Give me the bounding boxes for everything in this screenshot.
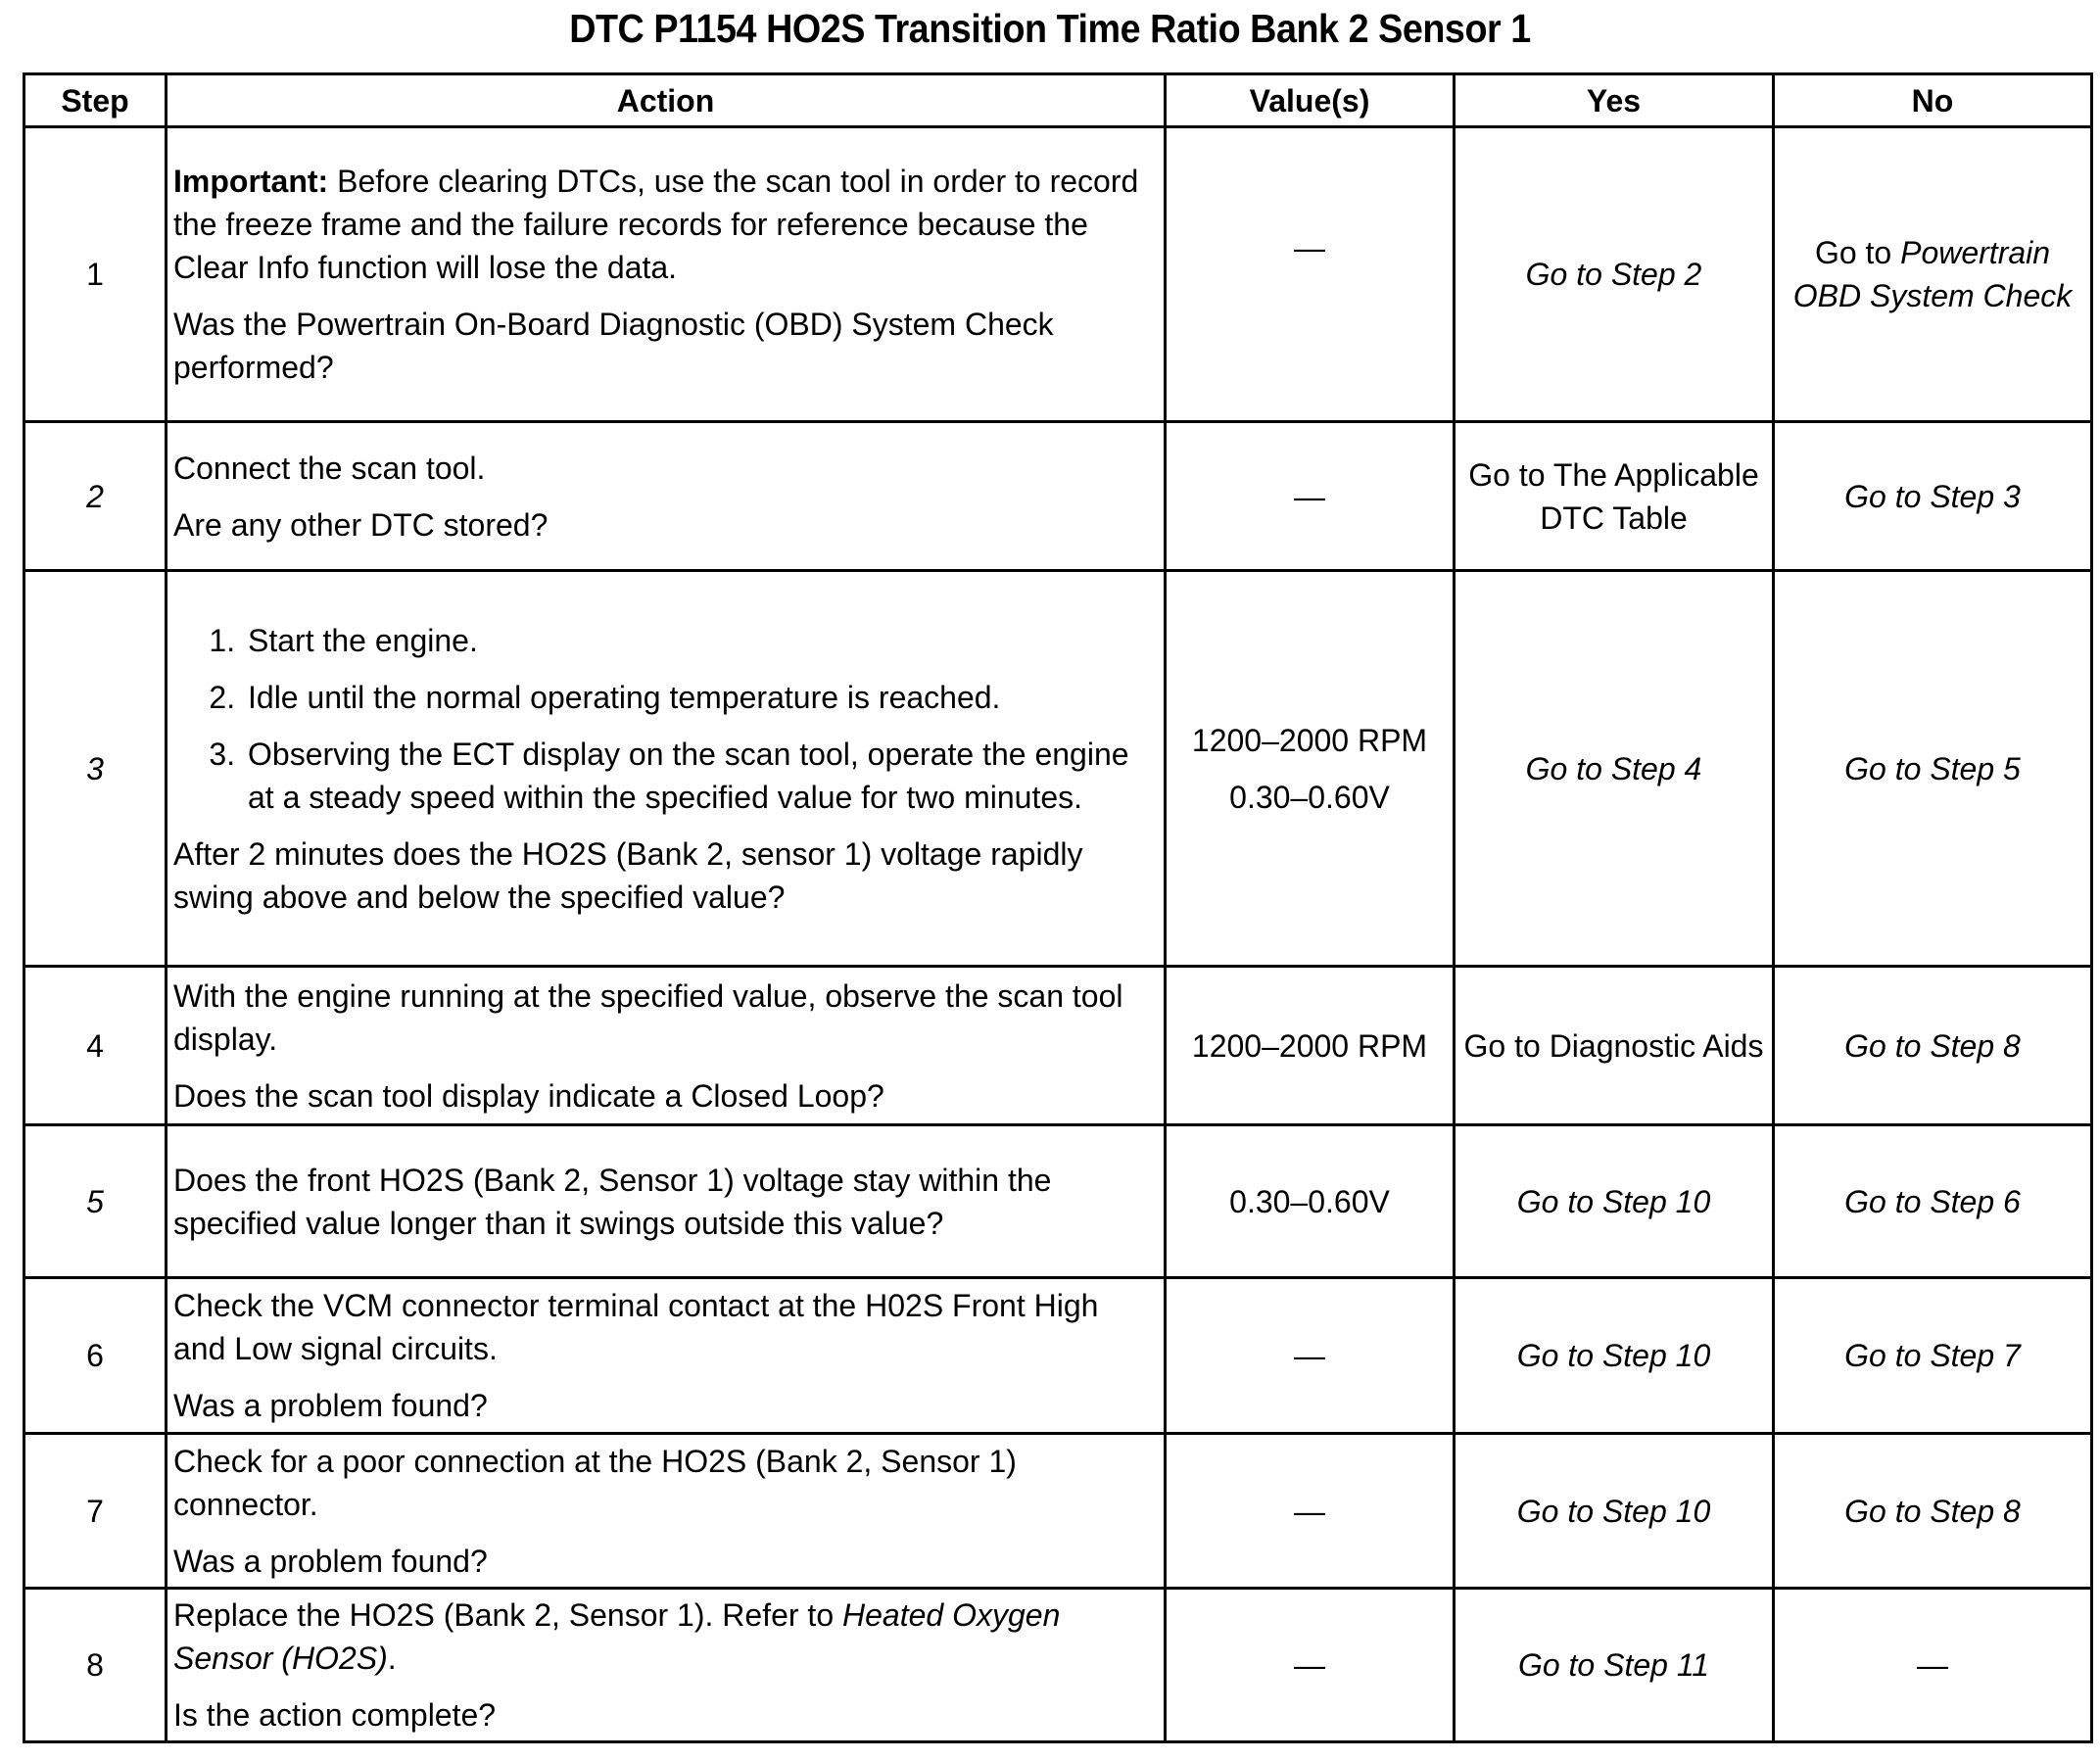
value-cell: 1200–2000 RPM [1166, 967, 1455, 1125]
header-values: Value(s) [1166, 74, 1455, 127]
step-number: 1 [24, 127, 167, 422]
action-cell [167, 1125, 1166, 1278]
list-item: 1. Start the engine. [244, 619, 1158, 662]
yes-link[interactable]: Go to Step 4 [1455, 571, 1774, 967]
step-question: Was a problem found? [173, 1543, 488, 1579]
step-question: Does the scan tool display indicate a Closed Loop? [173, 1077, 884, 1114]
step-question: Was a problem found? [173, 1388, 488, 1423]
action-cell [167, 571, 1166, 967]
table-row [24, 1589, 2092, 1742]
yes-link[interactable]: Go to Step 10 [1455, 1434, 1774, 1589]
table-row [24, 1434, 2092, 1589]
value-cell: — [1166, 1278, 1455, 1434]
value-cell: — [1166, 1434, 1455, 1589]
step-question: Does the front HO2S (Bank 2, Sensor 1) voltage stay within the specified value longer than it swings outside this value? [173, 1162, 1052, 1241]
table-row [24, 967, 2092, 1125]
step-question: Was the Powertrain On-Board Diagnostic (OBD) System Check performed? [173, 307, 1054, 385]
diagnostic-table [23, 72, 2093, 1743]
value-cell: 0.30–0.60V [1166, 1125, 1455, 1278]
no-link[interactable]: Go to Step 3 [1774, 422, 2092, 571]
header-yes: Yes [1455, 74, 1774, 127]
page-title: DTC P1154 HO2S Transition Time Ratio Bank 2 Sensor 1 [569, 6, 1531, 51]
no-link[interactable]: Go to Step 6 [1774, 1125, 2092, 1278]
step-question: Is the action complete? [173, 1697, 497, 1733]
value-cell: — [1166, 127, 1455, 422]
procedure-list [173, 619, 1158, 819]
no-link[interactable]: Go to Step 8 [1774, 1434, 2092, 1589]
no-link[interactable]: Go to Step 8 [1774, 967, 2092, 1125]
step-number: 5 [24, 1125, 167, 1278]
table-row [24, 1278, 2092, 1434]
header-action: Action [167, 74, 1166, 127]
table-row [24, 127, 2092, 422]
yes-link[interactable]: Go to Step 10 [1455, 1125, 1774, 1278]
table-row [24, 571, 2092, 967]
no-link[interactable]: Go to Powertrain OBD System Check [1774, 127, 2092, 422]
no-link[interactable]: Go to Step 7 [1774, 1278, 2092, 1434]
action-cell: Connect the scan tool. Are any other DTC stored? [167, 422, 1166, 571]
yes-link[interactable]: Go to The Applicable DTC Table [1455, 422, 1774, 571]
value-cell: — [1166, 1589, 1455, 1742]
important-label: Important: [173, 164, 329, 199]
action-cell: With the engine running at the specified value, observe the scan tool display. Does the scan tool display indicate a Closed Loop? [167, 967, 1166, 1125]
step-question: Are any other DTC stored? [173, 506, 549, 543]
table-row [24, 422, 2092, 571]
important-note: Important: Before clearing DTCs, use the scan tool in order to record the freeze frame and the failure records for reference because the Clear Info function will lose the data. [173, 164, 1139, 285]
step-number: 7 [24, 1434, 167, 1589]
step-number: 6 [24, 1278, 167, 1434]
table-row [24, 1125, 2092, 1278]
reference-link[interactable]: Heated Oxygen Sensor (HO2S) [173, 1597, 1061, 1676]
step-question: After 2 minutes does the HO2S (Bank 2, sensor 1) voltage rapidly swing above and below the specified value? [173, 835, 1083, 915]
step-number: 2 [24, 422, 167, 571]
yes-link[interactable]: Go to Step 2 [1455, 127, 1774, 422]
step-number: 8 [24, 1589, 167, 1742]
value-cell: — [1166, 422, 1455, 571]
value-cell: 1200–2000 RPM 0.30–0.60V [1166, 571, 1455, 967]
yes-link[interactable]: Go to Diagnostic Aids [1455, 967, 1774, 1125]
list-item: 3. Observing the ECT display on the scan tool, operate the engine at a steady speed within the specified value for two minutes. [244, 733, 1158, 819]
step-number: 4 [24, 967, 167, 1125]
action-cell [167, 127, 1166, 422]
action-cell: Check for a poor connection at the HO2S (Bank 2, Sensor 1) connector. Was a problem found? [167, 1434, 1166, 1589]
header-step: Step [24, 74, 167, 127]
action-cell: Replace the HO2S (Bank 2, Sensor 1). Refer to Heated Oxygen Sensor (HO2S). Is the action complete? [167, 1589, 1166, 1742]
yes-link[interactable]: Go to Step 10 [1455, 1278, 1774, 1434]
action-cell: Check the VCM connector terminal contact at the H02S Front High and Low signal circuits. Was a problem found? [167, 1278, 1166, 1434]
header-no: No [1774, 74, 2092, 127]
table-header-row [24, 74, 2092, 127]
no-cell: — [1774, 1589, 2092, 1742]
no-link[interactable]: Go to Step 5 [1774, 571, 2092, 967]
step-number: 3 [24, 571, 167, 967]
list-item: 2. Idle until the normal operating temperature is reached. [244, 676, 1158, 719]
yes-link[interactable]: Go to Step 11 [1455, 1589, 1774, 1742]
